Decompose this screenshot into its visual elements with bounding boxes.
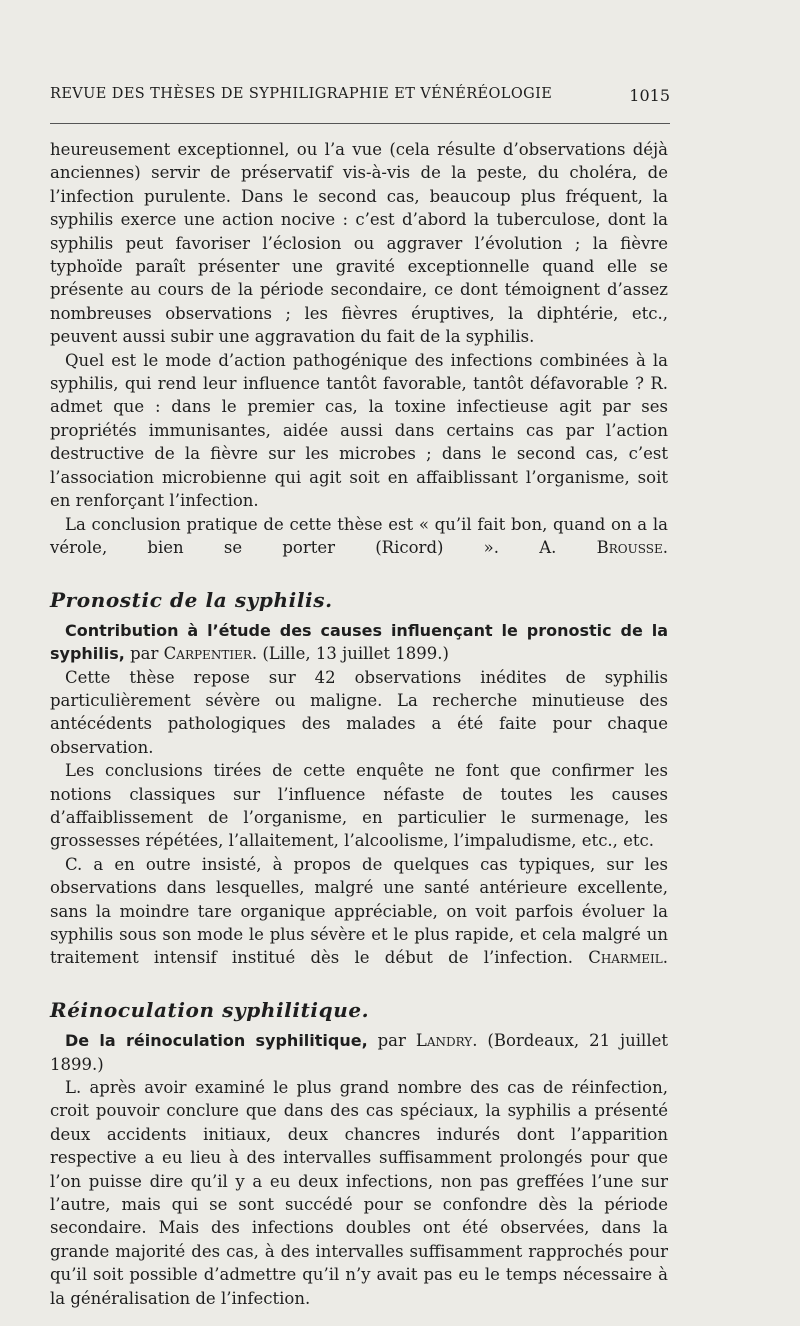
par-word: par xyxy=(130,644,159,664)
section-heading: Réinoculation syphilitique. xyxy=(50,998,370,1023)
paragraph-with-signature xyxy=(50,853,668,993)
work-citation: (Lille, 13 juillet 1899.) xyxy=(262,644,449,664)
paragraph: Quel est le mode d’action pathogénique des infections combinées à la syphilis, qui rend leur influence tantôt favorable, tantôt défavorable ? R. admet que : dans le premier cas, la toxine infectieuse agit par ses propriétés immunisantes, aidée aussi dans certains cas par l’action destructive de la fièvre sur les microbes ; dans le second cas, c’est l’association microbienne qui agit soit en affaiblissant l’organisme, soit en renforçant l’infection. xyxy=(50,350,668,511)
paragraph-with-signature xyxy=(50,513,668,583)
work-citation: (Bordeaux, 21 juillet 1899.) xyxy=(50,1031,668,1074)
work-author: Carpentier. xyxy=(163,644,258,664)
signature: A. Brousse. xyxy=(539,537,668,557)
paragraph: Cette thèse repose sur 42 observations inédites de syphilis particulièrement sévère ou maligne. La recherche minutieuse des antécédents pathologiques des malades a été faite pour chaque observation. xyxy=(50,667,668,757)
page-number: 1015 xyxy=(629,86,670,105)
paragraph: Les conclusions tirées de cette enquête ne font que confirmer les notions classiques sur l’influence néfaste de toutes les causes d’affaiblissement de l’organisme, en particulier le surmenage, les grossesses répétées, l’allaitement, l’alcoolisme, l’impaludisme, etc., etc. xyxy=(50,761,668,851)
paragraph: heureusement exceptionnel, ou l’a vue (cela résulte d’observations déjà anciennes) servir de préservatif vis-à-vis de la peste, du choléra, de l’infection purulente. Dans le second cas, beaucoup plus fréquent, la syphilis exerce une action nocive : c’est d’abord la tuberculose, dont la syphilis peut favoriser l’éclosion ou aggraver l’évolution ; la fièvre typhoïde paraît présenter une gravité exceptionnelle quand elle se présente au cours de la période secondaire, ce dont témoignent d’assez nombreuses observations ; les fièvres éruptives, la diphtérie, etc., peuvent aussi subir une aggravation du fait de la syphilis. xyxy=(50,140,668,347)
work-title: De la réinoculation syphilitique, xyxy=(65,1031,368,1051)
header-rule xyxy=(50,123,670,124)
work-title: Contribution à l’étude des causes influençant le pronostic de la syphilis, xyxy=(50,620,668,664)
page-body xyxy=(50,138,668,1310)
running-title: REVUE DES THÈSES DE SYPHILIGRAPHIE ET VÉNÉRÉOLOGIE xyxy=(50,86,553,102)
signature: Charmeil. xyxy=(588,948,668,968)
work-author: Landry. xyxy=(415,1031,478,1051)
paragraph-text: C. a en outre insisté, à propos de quelques cas typiques, sur les observations dans lesquelles, malgré une santé antérieure excellente, sans la moindre tare organique appréciable, on voit parfois évoluer la syphilis sous son mode le plus sévère et le plus rapide, et cela malgré un traitement intensif institué dès le début de l’infection. xyxy=(50,854,668,968)
running-header xyxy=(50,86,670,105)
paragraph: L. après avoir examiné le plus grand nombre des cas de réinfection, croit pouvoir conclure que dans des cas spéciaux, la syphilis a présenté deux accidents initiaux, deux chancres indurés dont l’apparition respective a eu lieu à des intervalles suffisamment prolongés pour que l’on puisse dire qu’il y a eu deux infections, non pas greffées l’une sur l’autre, mais qui se sont succédé pour se confondre dès la période secondaire. Mais des infections doubles ont été observées, dans la grande majorité des cas, à des intervalles suffisamment rapprochés pour qu’il soit possible d’admettre qu’il n’y avait pas eu le temps nécessaire à la généralisation de l’infection. xyxy=(50,1078,668,1308)
section-heading: Pronostic de la syphilis. xyxy=(50,587,333,612)
par-word: par xyxy=(377,1031,406,1051)
paragraph-text: La conclusion pratique de cette thèse est « qu’il fait bon, quand on a la vérole, bien se porter (Ricord) ». xyxy=(50,514,668,557)
work-reference xyxy=(50,1029,668,1076)
work-reference xyxy=(50,619,668,666)
